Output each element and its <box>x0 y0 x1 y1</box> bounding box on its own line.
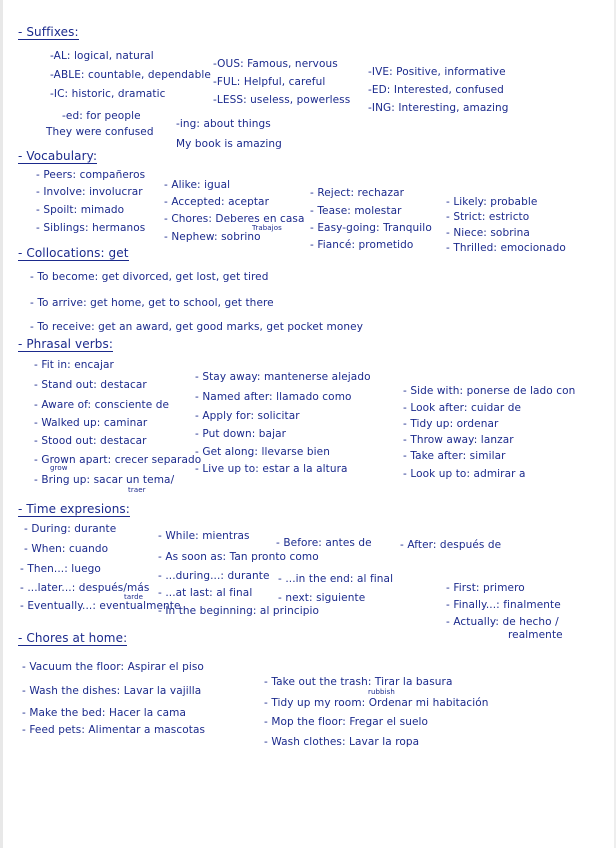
time-eventually: - Eventually...: eventualmente <box>20 600 181 612</box>
time-at-last: - ...at last: al final <box>158 587 253 599</box>
time-in-the-end: - ...in the end: al final <box>278 573 394 585</box>
phrasal-bring-up: - Bring up: sacar un tema/ <box>34 474 175 486</box>
phrasal-tidy-up: - Tidy up: ordenar <box>403 418 499 430</box>
vocab-likely: - Likely: probable <box>446 196 538 208</box>
collocation-become: - To become: get divorced, get lost, get tired <box>30 271 269 283</box>
phrasal-stood-out: - Stood out: destacar <box>34 435 147 447</box>
ing-rule: -ing: about things <box>176 118 271 130</box>
phrasal-look-up-to: - Look up to: admirar a <box>403 468 526 480</box>
chore-feed-pets: - Feed pets: Alimentar a mascotas <box>22 724 206 736</box>
chores-heading: - Chores at home: <box>18 631 128 645</box>
chore-wash-dishes: - Wash the dishes: Lavar la vajilla <box>22 685 202 697</box>
chore-trash-note: rubbish <box>368 688 395 696</box>
vocab-strict: - Strict: estricto <box>446 211 530 223</box>
phrasal-throw-away: - Throw away: lanzar <box>403 434 514 446</box>
phrasal-grown-apart: - Grown apart: crecer separado <box>34 454 202 466</box>
suffix-able: -ABLE: countable, dependable <box>50 69 211 81</box>
vocab-spoilt: - Spoilt: mimado <box>36 204 125 216</box>
vocab-peers: - Peers: compañeros <box>36 169 146 181</box>
scan-edge-left <box>0 0 3 848</box>
vocab-alike: - Alike: igual <box>164 179 231 191</box>
vocab-nephew: - Nephew: sobrino <box>164 231 261 243</box>
chore-mop-floor: - Mop the floor: Fregar el suelo <box>264 716 429 728</box>
vocab-chores: - Chores: Deberes en casa <box>164 213 305 225</box>
suffixes-heading: - Suffixes: <box>18 25 79 39</box>
phrasal-live-up-to: - Live up to: estar a la altura <box>195 463 348 475</box>
phrasal-get-along: - Get along: llevarse bien <box>195 446 330 458</box>
time-as-soon-as: - As soon as: Tan pronto como <box>158 551 319 563</box>
suffix-ive: -IVE: Positive, informative <box>368 66 506 78</box>
phrasal-take-after: - Take after: similar <box>403 450 506 462</box>
phrasal-grown-note: grow <box>50 464 68 472</box>
suffix-ous: -OUS: Famous, nervous <box>213 58 338 70</box>
vocab-niece: - Niece: sobrina <box>446 227 530 239</box>
time-before: - Before: antes de <box>276 537 372 549</box>
vocab-siblings: - Siblings: hermanos <box>36 222 146 234</box>
vocab-accepted: - Accepted: aceptar <box>164 196 270 208</box>
time-then: - Then...: luego <box>20 563 101 575</box>
vocab-fiance: - Fiancé: prometido <box>310 239 414 251</box>
time-next: - next: siguiente <box>278 592 366 604</box>
suffix-ing: -ING: Interesting, amazing <box>368 102 509 114</box>
suffix-ic: -IC: historic, dramatic <box>50 88 166 100</box>
phrasal-walked-up: - Walked up: caminar <box>34 417 148 429</box>
phrasal-aware-of: - Aware of: consciente de <box>34 399 170 411</box>
chore-vacuum: - Vacuum the floor: Aspirar el piso <box>22 661 204 673</box>
phrasal-apply-for: - Apply for: solicitar <box>195 410 300 422</box>
time-while: - While: mientras <box>158 530 250 542</box>
vocab-involve: - Involve: involucrar <box>36 186 143 198</box>
vocab-chores-note: Trabajos <box>252 224 282 232</box>
time-first: - First: primero <box>446 582 525 594</box>
collocation-arrive: - To arrive: get home, get to school, get there <box>30 297 274 309</box>
time-during-mid: - ...during...: durante <box>158 570 270 582</box>
vocab-thrilled: - Thrilled: emocionado <box>446 242 566 254</box>
time-actually-cont: realmente <box>508 629 563 641</box>
time-finally: - Finally...: finalmente <box>446 599 561 611</box>
time-after: - After: después de <box>400 539 502 551</box>
phrasal-side-with: - Side with: ponerse de lado con <box>403 385 576 397</box>
phrasal-put-down: - Put down: bajar <box>195 428 287 440</box>
vocab-tease: - Tease: molestar <box>310 205 402 217</box>
time-during: - During: durante <box>24 523 117 535</box>
time-when: - When: cuando <box>24 543 109 555</box>
phrasal-fit-in: - Fit in: encajar <box>34 359 114 371</box>
time-later-note: tarde <box>124 593 144 601</box>
phrasal-look-after: - Look after: cuidar de <box>403 402 522 414</box>
suffix-ed: -ED: Interested, confused <box>368 84 504 96</box>
vocabulary-heading: - Vocabulary: <box>18 149 98 163</box>
ed-rule: -ed: for people <box>62 110 141 122</box>
chore-take-out-trash: - Take out the trash: Tirar la basura <box>264 676 453 688</box>
suffix-al: -AL: logical, natural <box>50 50 154 62</box>
chore-make-bed: - Make the bed: Hacer la cama <box>22 707 187 719</box>
time-later: - ...later...: después/más <box>20 582 150 594</box>
phrasal-heading: - Phrasal verbs: <box>18 337 113 351</box>
phrasal-stay-away: - Stay away: mantenerse alejado <box>195 371 371 383</box>
ing-example: My book is amazing <box>176 138 282 150</box>
phrasal-bring-note: traer <box>128 486 146 494</box>
vocab-easy-going: - Easy-going: Tranquilo <box>310 222 432 234</box>
phrasal-named-after: - Named after: llamado como <box>195 391 352 403</box>
time-heading: - Time expresions: <box>18 502 130 516</box>
collocations-heading: - Collocations: get <box>18 246 129 260</box>
collocation-receive: - To receive: get an award, get good marks, get pocket money <box>30 321 364 333</box>
suffix-ful: -FUL: Helpful, careful <box>213 76 326 88</box>
time-actually: - Actually: de hecho / <box>446 616 559 628</box>
ed-example: They were confused <box>46 126 154 138</box>
time-in-the-beginning: - In the beginning: al principio <box>158 605 320 617</box>
suffix-less: -LESS: useless, powerless <box>213 94 351 106</box>
vocab-reject: - Reject: rechazar <box>310 187 405 199</box>
chore-tidy-room: - Tidy up my room: Ordenar mi habitación <box>264 697 489 709</box>
phrasal-stand-out: - Stand out: destacar <box>34 379 147 391</box>
chore-wash-clothes: - Wash clothes: Lavar la ropa <box>264 736 420 748</box>
